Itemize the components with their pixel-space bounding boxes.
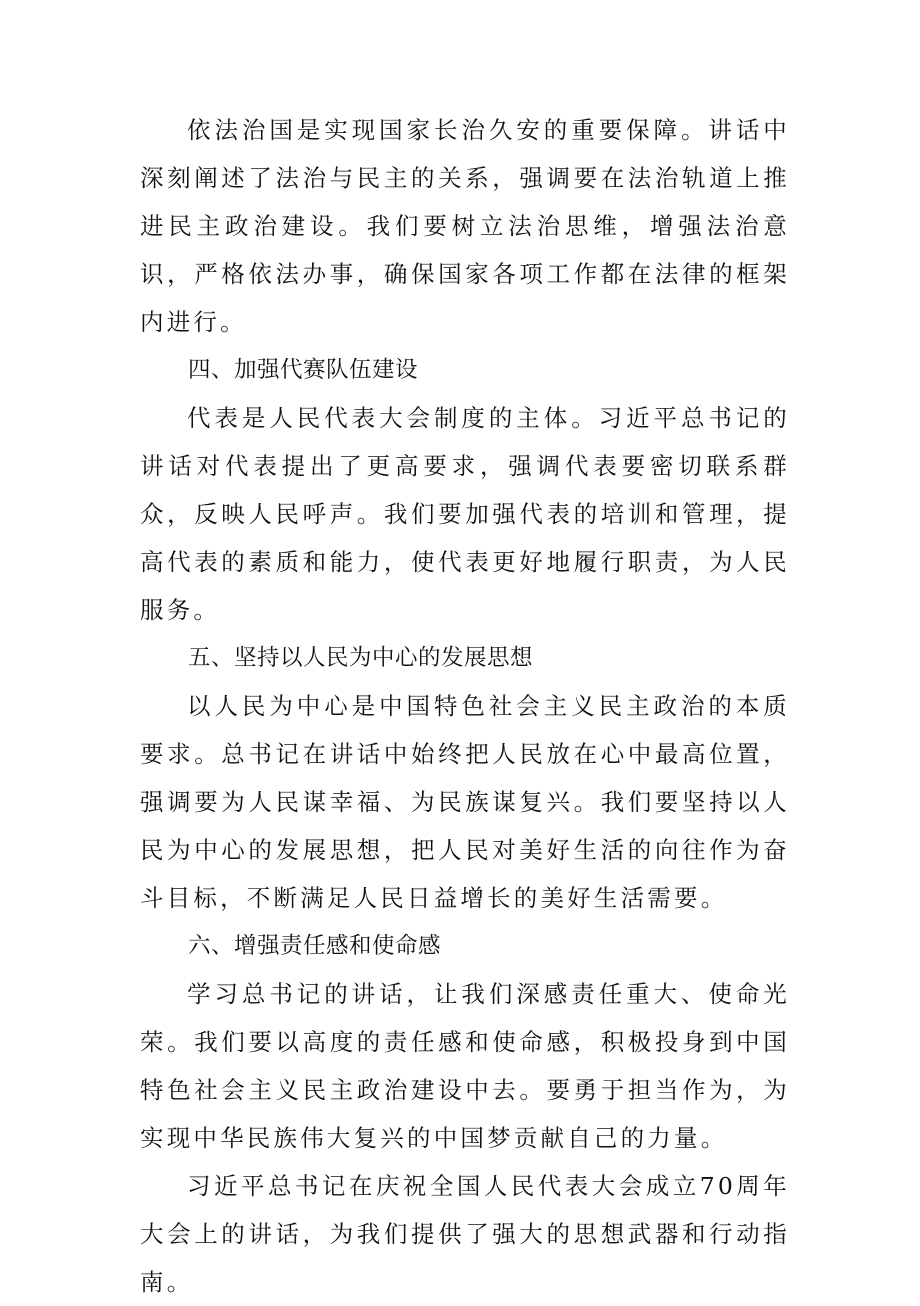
section-heading-5: 五、坚持以人民为中心的发展思想: [188, 645, 534, 671]
section-heading-4: 四、加强代赛队伍建设: [188, 357, 419, 383]
paragraph-rule-of-law: 依法治国是实现国家长治久安的重要保障。讲话中深刻阐述了法治与民主的关系，强调要在法治轨道上推进民主政治建设。我们要树立法治思维，增强法治意识，严格依法办事，确保国家各项工作都在法律的框架内进行。: [140, 116, 790, 336]
paragraph-people-centered: 以人民为中心是中国特色社会主义民主政治的本质要求。总书记在讲话中始终把人民放在心中最高位置，强调要为人民谋幸福、为民族谋复兴。我们要坚持以人民为中心的发展思想，把人民对美好生活的向往作为奋斗目标，不断满足人民日益增长的美好生活需要。: [140, 692, 790, 912]
paragraph-deputies: 代表是人民代表大会制度的主体。习近平总书记的讲话对代表提出了更高要求，强调代表要密切联系群众，反映人民呼声。我们要加强代表的培训和管理，提高代表的素质和能力，使代表更好地履行职责，为人民服务。: [140, 404, 790, 624]
section-heading-6: 六、增强责任感和使命感: [188, 933, 442, 959]
paragraph-conclusion: 习近平总书记在庆祝全国人民代表大会成立70周年大会上的讲话，为我们提供了强大的思想武器和行动指南。: [140, 1172, 790, 1296]
paragraph-responsibility: 学习总书记的讲话，让我们深感责任重大、使命光荣。我们要以高度的责任感和使命感，积极投身到中国特色社会主义民主政治建设中去。要勇于担当作为，为实现中华民族伟大复兴的中国梦贡献自己的力量。: [140, 980, 790, 1152]
